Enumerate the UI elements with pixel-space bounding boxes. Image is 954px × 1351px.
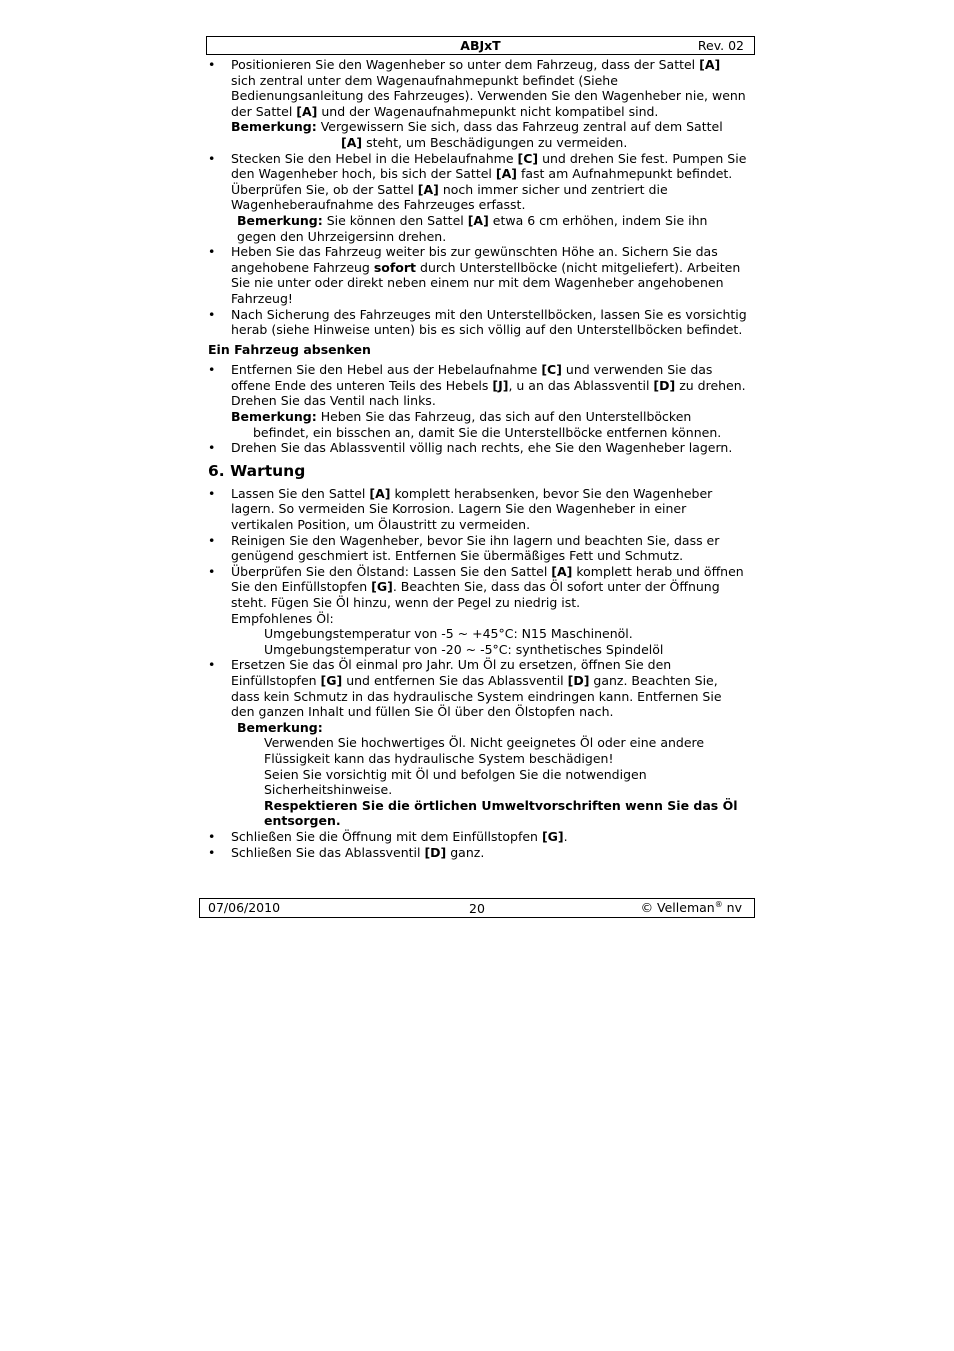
section-subtitle: Ein Fahrzeug absenken	[208, 341, 371, 357]
note: Bemerkung: Sie können den Sattel [A] etwa 6 cm erhöhen, indem Sie ihn gegen den Uhrzeigersinn drehen.	[237, 212, 708, 244]
list-item: • Überprüfen Sie den Ölstand: Lassen Sie den Sattel [A] komplett herab und öffnen Sie den Einfüllstopfen [G]. Beachten Sie, dass das Öl sofort unter der Öffnung steht. Fügen Sie Öl hinzu, wenn der Pegel zu niedrig ist. Empfohlenes Öl: Umgebungstemperatur von -5 ~ +45°C: N15 Maschinenöl. Umgebungstemperatur von -20 ~ -5°C: synthetisches Spindelöl	[208, 564, 748, 658]
note: Bemerkung: Heben Sie das Fahrzeug, das sich auf den Unterstellböcken befindet, ein bisschen an, damit Sie die Unterstellböcke entfernen können.	[231, 409, 722, 440]
list-item: • Stecken Sie den Hebel in die Hebelaufnahme [C] und drehen Sie fest. Pumpen Sie den Wagenheber hoch, bis sich der Sattel [A] fast am Aufnahmepunkt befindet. Überprüfen Sie, ob der Sattel [A] noch immer sicher und zentriert die Wagenheberaufnahme des Fahrzeuges erfasst. Bemerkung: Sie können den Sattel [A] etwa 6 cm erhöhen, indem Sie ihn gegen den Uhrzeigersinn drehen.	[208, 151, 748, 245]
list-item: • Lassen Sie den Sattel [A] komplett herabsenken, bevor Sie den Wagenheber lagern. So vermeiden Sie Korrosion. Lagern Sie den Wagenheber in einer vertikalen Position, um Ölaustritt zu vermeiden.	[208, 486, 748, 533]
maintenance-steps	[208, 486, 748, 860]
section-heading: 6. Wartung	[208, 461, 306, 480]
page-footer	[199, 898, 755, 918]
lowering-steps	[208, 362, 748, 456]
note-text: Seien Sie vorsichtig mit Öl und befolgen Sie die notwendigen Sicherheitshinweise.	[264, 766, 647, 798]
oil-spec: Umgebungstemperatur von -5 ~ +45°C: N15 Maschinenöl.	[264, 626, 633, 642]
list-item: • Drehen Sie das Ablassventil völlig nach rechts, ehe Sie den Wagenheber lagern.	[208, 440, 748, 456]
header-revision: Rev. 02	[697, 38, 744, 53]
list-item: • Heben Sie das Fahrzeug weiter bis zur gewünschten Höhe an. Sichern Sie das angehobene Fahrzeug sofort durch Unterstellböcke (nicht mitgeliefert). Arbeiten Sie nie unter oder direkt neben einem nur mit dem Wagenheber angehobenen Fahrzeug!	[208, 244, 748, 306]
page-header	[206, 36, 755, 55]
note-label: Bemerkung:	[237, 719, 323, 735]
page-content	[208, 57, 748, 860]
page-number: 20	[469, 901, 485, 916]
list-item: • Nach Sicherung des Fahrzeuges mit den Unterstellböcken, lassen Sie es vorsichtig herab (siehe Hinweise unten) bis es sich völlig auf den Unterstellböcken befindet.	[208, 307, 748, 338]
note: Bemerkung: Vergewissern Sie sich, dass das Fahrzeug zentral auf dem Sattel [A] steht, um Beschädigungen zu vermeiden.	[231, 119, 723, 150]
list-item: • Schließen Sie die Öffnung mit dem Einfüllstopfen [G].	[208, 829, 748, 845]
footer-date: 07/06/2010	[208, 900, 281, 915]
note-text: Verwenden Sie hochwertiges Öl. Nicht geeignetes Öl oder eine andere Flüssigkeit kann das hydraulische System beschädigen!	[264, 735, 705, 766]
header-model: ABJxT	[460, 38, 501, 53]
note-text-bold: Respektieren Sie die örtlichen Umweltvorschriften wenn Sie das Öl entsorgen.	[264, 797, 738, 829]
oil-label: Empfohlenes Öl:	[231, 610, 334, 626]
list-item: • Schließen Sie das Ablassventil [D] ganz.	[208, 845, 748, 861]
list-item: • Ersetzen Sie das Öl einmal pro Jahr. Um Öl zu ersetzen, öffnen Sie den Einfüllstopfen [G] und entfernen Sie das Ablassventil [D] ganz. Beachten Sie, dass kein Schmutz in das hydraulische System eindringen kann. Entfernen Sie den ganzen Inhalt und füllen Sie Öl über den Ölstopfen nach. Bemerkung: Verwenden Sie hochwertiges Öl. Nicht geeignetes Öl oder eine andere Flüssigkeit kann das hydraulische System beschädigen! Seien Sie vorsichtig mit Öl und befolgen Sie die notwendigen Sicherheitshinweise. Respektieren Sie die örtlichen Umweltvorschriften wenn Sie das Öl entsorgen.	[208, 657, 748, 829]
list-item: • Reinigen Sie den Wagenheber, bevor Sie ihn lagern und beachten Sie, dass er genügend geschmiert ist. Entfernen Sie übermäßiges Fett und Schmutz.	[208, 533, 748, 564]
list-item: • Positionieren Sie den Wagenheber so unter dem Fahrzeug, dass der Sattel [A] sich zentral unter dem Wagenaufnahmepunkt befindet (Siehe Bedienungsanleitung des Fahrzeuges). Verwenden Sie den Wagenheber nie, wenn der Sattel [A] und der Wagenaufnahmepunkt nicht kompatibel sind. Bemerkung: Vergewissern Sie sich, dass das Fahrzeug zentral auf dem Sattel [A] steht, um Beschädigungen zu vermeiden.	[208, 57, 748, 151]
lifting-steps	[208, 57, 748, 338]
oil-spec: Umgebungstemperatur von -20 ~ -5°C: synthetisches Spindelöl	[264, 641, 664, 657]
list-item: • Entfernen Sie den Hebel aus der Hebelaufnahme [C] und verwenden Sie das offene Ende des unteren Teils des Hebels [J], u an das Ablassventil [D] zu drehen. Drehen Sie das Ventil nach links. Bemerkung: Heben Sie das Fahrzeug, das sich auf den Unterstellböcken befindet, ein bisschen an, damit Sie die Unterstellböcke entfernen können.	[208, 362, 748, 440]
footer-copyright: © Velleman® nv	[640, 899, 742, 915]
